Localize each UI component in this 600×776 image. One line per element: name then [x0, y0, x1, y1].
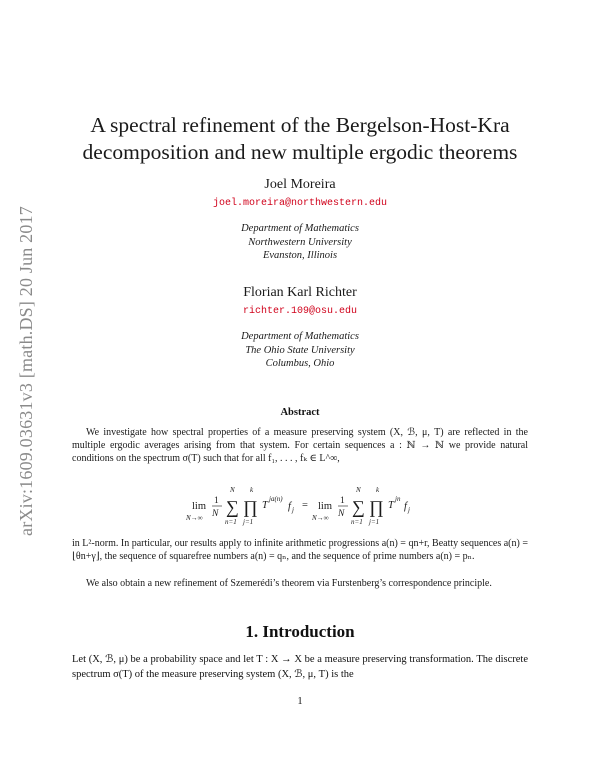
svg-text:=: =	[302, 500, 308, 511]
svg-text:j: j	[408, 506, 410, 514]
svg-text:∏: ∏	[369, 497, 384, 517]
svg-text:1: 1	[340, 496, 345, 506]
svg-text:T: T	[262, 500, 268, 511]
svg-text:N: N	[356, 487, 361, 494]
abstract-paragraph-2: in L²-norm. In particular, our results apply to infinite arithmetic progressions a(n) = qn+r, Beatty sequences a(n) = ⌊θn+γ⌋, the sequence of squarefree numbers a(n) = qₙ, and the sequence of prime numbers a(n) = pₙ.	[72, 538, 528, 562]
abstract-paragraph-1: We investigate how spectral properties of a measure preserving system (X, ℬ, μ, T) are reflected in the multiple ergodic averages arising from that system. For certain sequences a : ℕ → ℕ we provide natural conditions on the spectrum σ(T) such that for all f₁, . . . , fₖ ∈ L^∞,	[72, 427, 528, 464]
svg-text:T: T	[388, 500, 394, 511]
svg-text:N→∞: N→∞	[186, 514, 203, 522]
title-line-2: decomposition and new multiple ergodic theorems	[82, 140, 518, 164]
affiliation-2-univ: The Ohio State University	[245, 344, 355, 356]
author-name-1: Joel Moreira	[264, 177, 336, 192]
svg-text:j=1: j=1	[243, 518, 254, 526]
author-email-1[interactable]: joel.moreira@northwestern.edu	[212, 198, 388, 209]
svg-text:f: f	[404, 501, 407, 512]
paper-title	[0, 112, 600, 166]
author-affiliation-2	[0, 330, 600, 371]
formula-svg	[0, 487, 600, 531]
author-affiliation-1	[0, 222, 600, 263]
svg-text:ja(n): ja(n)	[269, 495, 283, 503]
svg-text:k: k	[250, 487, 254, 494]
svg-text:1: 1	[214, 496, 219, 506]
svg-text:lim: lim	[192, 501, 207, 512]
svg-text:k: k	[376, 487, 380, 494]
arxiv-stamp: arXiv:1609.03631v3 [math.DS] 20 Jun 2017	[16, 206, 36, 536]
title-line-1: A spectral refinement of the Bergelson-Host-Kra	[90, 113, 510, 137]
svg-text:N→∞: N→∞	[312, 514, 329, 522]
svg-text:N: N	[212, 509, 219, 519]
display-formula	[0, 487, 600, 531]
svg-text:lim: lim	[318, 501, 333, 512]
affiliation-2-dept: Department of Mathematics	[241, 331, 359, 342]
intro-paragraph: Let (X, ℬ, μ) be a probability space and let T : X → X be a measure preserving transformation. The discrete spectrum σ(T) of the measure preserving system (X, ℬ, μ, T) is the	[72, 654, 528, 680]
svg-text:j: j	[292, 506, 294, 514]
author-name-2: Florian Karl Richter	[243, 285, 357, 300]
page-number: 1	[297, 696, 303, 707]
affiliation-1-city: Evanston, Illinois	[262, 250, 338, 261]
svg-text:N: N	[230, 487, 235, 494]
author-email-2[interactable]: richter.109@osu.edu	[242, 306, 358, 317]
svg-text:j=1: j=1	[369, 518, 380, 526]
svg-text:jn: jn	[395, 495, 401, 503]
svg-text:n=1: n=1	[351, 518, 363, 526]
affiliation-1-univ: Northwestern University	[248, 236, 352, 248]
svg-text:∏: ∏	[243, 497, 258, 517]
affiliation-1-dept: Department of Mathematics	[241, 223, 359, 234]
svg-text:N: N	[338, 509, 345, 519]
svg-text:n=1: n=1	[225, 518, 237, 526]
svg-text:∑: ∑	[352, 497, 365, 517]
affiliation-2-city: Columbus, Ohio	[265, 358, 335, 369]
svg-text:∑: ∑	[226, 497, 239, 517]
svg-text:f: f	[288, 501, 291, 512]
section-heading-introduction: 1. Introduction	[245, 622, 355, 641]
abstract-heading: Abstract	[280, 407, 320, 418]
abstract-paragraph-3: We also obtain a new refinement of Szemerédi’s theorem via Furstenberg’s correspondence principle.	[86, 578, 492, 589]
